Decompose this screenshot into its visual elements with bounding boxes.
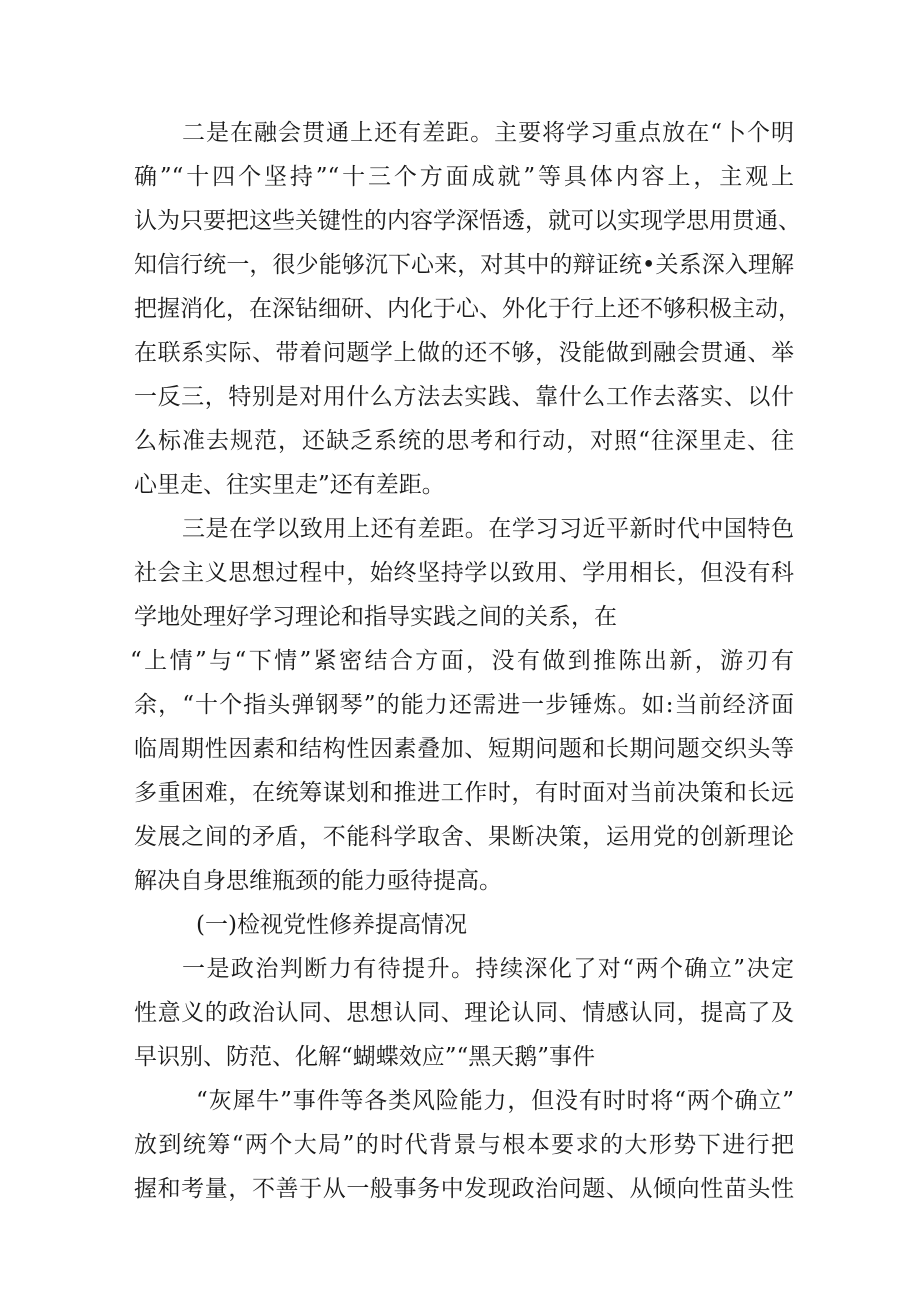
paragraph-line: 放到统筹“两个大局”的时代背景与根本要求的大形势下进行把 <box>134 1132 794 1158</box>
paragraph-line: 三是在学以致用上还有差距。在学习习近平新时代中国特色 <box>182 516 794 542</box>
paragraph-line: 在联系实际、带着问题学上做的还不够，没能做到融会贯通、举 <box>134 340 794 366</box>
paragraph-line: 么标准去规范，还缺乏系统的思考和行动，对照“往深里走、往 <box>134 428 794 454</box>
paragraph-line: 多重困难，在统筹谋划和推进工作时，有时面对当前决策和长远 <box>134 780 794 806</box>
paragraph-line: 一反三，特别是对用什么方法去实践、靠什么工作去落实、以什 <box>134 384 794 410</box>
paragraph-line: 临周期性因素和结构性因素叠加、短期问题和长期问题交织头等 <box>134 736 794 762</box>
section-heading: (一)检视党性修养提高情况 <box>196 912 467 938</box>
paragraph-line: 性意义的政治认同、思想认同、理论认同、情感认同，提高了及 <box>134 1000 794 1026</box>
paragraph-line: 把握消化，在深钻细研、内化于心、外化于行上还不够积极主动， <box>134 296 801 322</box>
paragraph-line: 知信行统一，很少能够沉下心来，对其中的辩证统•关系深入理解 <box>134 252 794 278</box>
paragraph-line: “上情”与“下情”紧密结合方面，没有做到推陈出新，游刃有 <box>130 648 794 674</box>
paragraph-line: 握和考量，不善于从一般事务中发现政治问题、从倾向性苗头性 <box>134 1176 794 1202</box>
paragraph-line: “灰犀牛”事件等各类风险能力，但没有时时将“两个确立” <box>196 1088 794 1114</box>
paragraph-line: 二是在融会贯通上还有差距。主要将学习重点放在“卜个明 <box>182 120 794 146</box>
paragraph-line: 余，“十个指头弹钢琴”的能力还需进一步锤炼。如:当前经济面 <box>134 692 794 718</box>
paragraph-line: 发展之间的矛盾，不能科学取舍、果断决策，运用党的创新理论 <box>134 824 794 850</box>
paragraph-line: 早识别、防范、化解“蝴蝶效应”“黑天鹅”事件 <box>134 1044 596 1070</box>
paragraph-line: 一是政治判断力有待提升。持续深化了对“两个确立”决定 <box>182 956 794 982</box>
paragraph-line: 学地处理好学习理论和指导实践之间的关系，在 <box>134 604 617 630</box>
paragraph-line: 确”“十四个坚持”“十三个方面成就”等具体内容上，主观上 <box>134 164 794 190</box>
paragraph-line: 认为只要把这些关键性的内容学深悟透，就可以实现学思用贯通、 <box>134 208 801 234</box>
paragraph-line: 心里走、往实里走”还有差距。 <box>134 472 445 498</box>
paragraph-line: 解决自身思维瓶颈的能力亟待提高。 <box>134 868 502 894</box>
paragraph-line: 社会主义思想过程中，始终坚持学以致用、学用相长，但没有科 <box>134 560 794 586</box>
